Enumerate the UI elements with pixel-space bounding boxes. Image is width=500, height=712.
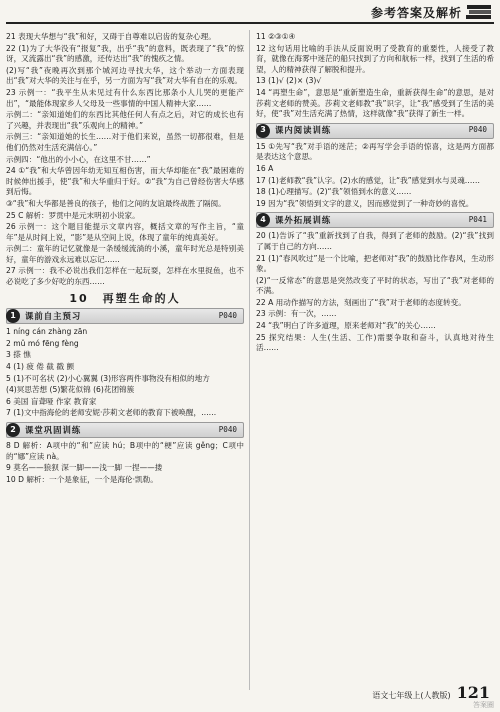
answer-paragraph: 27 示例一：我不必说出我们怎样在一起玩耍，怎样在水里捉鱼，也不必说吃了多少好吃的东西…… — [6, 266, 244, 287]
section-page-ref: P040 — [468, 125, 487, 135]
header-title: 参考答案及解析 — [370, 6, 462, 20]
answer-paragraph: 2 mǔ mó fēng fèng — [6, 338, 79, 348]
section-number: 1 — [6, 309, 20, 323]
column-divider — [249, 30, 250, 690]
book-stack-icon — [466, 3, 492, 21]
page-number: 121 — [456, 683, 490, 702]
answer-paragraph: 13 (1)√ (2)× (3)√ — [256, 76, 322, 86]
lesson-heading — [6, 291, 244, 305]
section-page-ref: P040 — [218, 310, 237, 320]
answer-paragraph: ③“我”和大华都是善良的孩子，他们之间的友谊最终战胜了隔阂。 — [6, 198, 226, 208]
answer-paragraph: 12 这句话用比喻的手法从反面说明了受教育的重要性，人接受了教育，就像在海雾中迷茫的船只找到了方向和航标一样，找到了生活的希望，人的精神获得了解脱和提升。 — [256, 43, 494, 74]
watermark: 答案圈 — [473, 701, 494, 709]
section-page-ref: P041 — [468, 215, 487, 225]
section-number: 2 — [6, 423, 20, 437]
answer-paragraph: 5 (1)不可名状 (2)小心翼翼 (3)形容两件事物没有相似的地方 — [6, 373, 210, 383]
answer-paragraph: 示例二：“亲知道她们的东西比其他任何人有点之后，对它的成长也有了兴趣，并表现出“我”乐观向上的精神。” — [6, 110, 244, 130]
answer-paragraph: 23 示例：有一次，…… — [256, 309, 337, 319]
answer-paragraph: 18 (1)心理描写。(2)“我”领悟到水的意义…… — [256, 187, 412, 197]
section-number: 4 — [256, 213, 270, 227]
answer-paragraph: 10 D 解析：一个是象征，一个是海伦·凯勒。 — [6, 474, 158, 484]
section-page-ref: P040 — [218, 424, 237, 434]
answer-paragraph: 22 (1)为了大华没有“报复”我，出乎“我”的意料，既表现了“我”的惊讶，又流露出“我”的感激，还传达出“我”的愧疚之情。 — [6, 43, 244, 64]
answer-paragraph: 24 “我”明白了许多道理，原来老师对“我”的关心…… — [256, 321, 436, 331]
answer-paragraph: 24 ①“我”和大华曾因年幼无知互相伤害，而大华却能在“我”最困难的时候伸出援手，使“我”和大华重归于好。②“我”为自己曾经伤害大华感到后悔。 — [6, 166, 244, 197]
section-title: 课内阅读训练 — [275, 125, 332, 136]
section-header-bar — [6, 422, 244, 438]
footer-subject: 语文七年级上(人教版) — [372, 691, 451, 700]
answer-paragraph: 3 搽 憔 — [6, 350, 31, 360]
section-title: 课前自主预习 — [25, 310, 82, 321]
section-number: 3 — [256, 124, 270, 138]
answer-paragraph: 17 (1)老师教“我”认字。(2)水的感觉，让“我”感觉到水与灵魂…… — [256, 175, 480, 185]
right-column — [256, 32, 494, 355]
answer-paragraph: 20 (1)告诉了“我”重新找到了自我，得到了老师的鼓励。(2)“我”找到了属于自己的方向…… — [256, 231, 494, 251]
answer-paragraph: 示例二：童年的记忆就像是一条缓缓流淌的小溪，童年时光总是特别美好，童年的游戏永远难以忘记…… — [6, 244, 244, 264]
lesson-title: 再塑生命的人 — [102, 291, 181, 305]
answer-paragraph: (2)写“我”夜晚再次到那个城河边寻找大华，这个举动一方面表现出“我”对大华的关注与在乎，另一方面为写“我”对大华有自在的乐观。 — [6, 65, 244, 86]
answer-paragraph: 21 表现大华想与“我”和好，又碍于自尊难以启齿的复杂心理。 — [6, 32, 216, 41]
answer-paragraph: 示例四：“他出的小小心，在这里不甘……” — [6, 154, 151, 164]
answer-paragraph: (4)冥思苦想 (5)繁花似锦 (6)花团锦簇 — [6, 385, 135, 395]
page-header — [0, 0, 500, 26]
section-header-bar — [256, 123, 494, 139]
header-rule — [6, 22, 494, 24]
answer-paragraph: 15 ①先写“我”对手语的迷茫；②再写学会手语的惊喜，这是两方面都是表达这个意思。 — [256, 141, 494, 162]
answer-paragraph: 25 C 解析：罗贯中是元末明初小说家。 — [6, 210, 140, 220]
answer-paragraph: 25 探究结果：人生(生活、工作)需要争取和奋斗，认真地对待生活…… — [256, 332, 494, 353]
section-title: 课堂巩固训练 — [25, 424, 82, 435]
answer-paragraph: 8 D 解析：A项中的“和”应读 hú；B项中的“梗”应读 gěng；C项中的“娜”应读 nà。 — [6, 441, 244, 461]
answer-paragraph: 26 示例一：这个题目能提示文章内容，概括文章的写作主旨，“童年”是从时间上说，“影”是从空间上说，体现了童年的纯真美好。 — [6, 222, 244, 242]
lesson-number: 10 — [69, 291, 89, 305]
answer-paragraph: (2)“一反常态”的意思是突然改变了平时的状态，写出了“我”对老师的不满。 — [256, 275, 494, 296]
answer-paragraph: 6 美国 盲聋哑 作家 教育家 — [6, 396, 97, 406]
section-header-bar — [6, 308, 244, 324]
answer-paragraph: 11 ②③①④ — [256, 32, 296, 41]
section-title: 课外拓展训练 — [275, 215, 332, 226]
answer-paragraph: 9 莫名——狼狈 深一脚——浅一脚 一捏——搂 — [6, 463, 163, 473]
answer-paragraph: 7 (1)文中指海伦的老师安妮·莎莉文老师的教育下被唤醒，…… — [6, 408, 217, 418]
answer-paragraph: 1 níng cán zhàng zān — [6, 327, 88, 337]
answer-paragraph: 4 (1) 疲 倦 截 戳 颤 — [6, 362, 75, 372]
answer-paragraph: 21 (1)“春风吹过”是一个比喻，把老师对“我”的鼓励比作春风，生动形象。 — [256, 253, 494, 274]
section-header-bar — [256, 212, 494, 228]
answer-paragraph: 示例三：“亲知道她的长生……对于他们来说，虽然一切都很难，但是他们仍然对生活充满信心。” — [6, 132, 244, 152]
answer-paragraph: 22 A 用动作描写的方法，刻画出了“我”对于老师的态度转变。 — [256, 297, 466, 307]
left-column — [6, 32, 244, 486]
answer-paragraph: 16 A — [256, 163, 274, 173]
answer-paragraph: 19 因为“我”领悟到文字的意义，因而感觉到了一种奇妙的喜悦。 — [256, 198, 474, 208]
answer-paragraph: 14 “再塑生命”，意思是“重新塑造生命，重新获得生命”的意思，是对莎莉文老师的赞美。莎莉文老师教“我”识字，让“我”感受到了生活的美好，使“我”对生活充满了热情，这样就像“我”获得了新生一样。 — [256, 87, 494, 119]
answer-paragraph: 23 示例一：“我平生从未见过有什么东西比那条小人儿哭的更能产出”，“最能体现家乡人父母及一些事情的中国人精神大家…… — [6, 87, 244, 108]
